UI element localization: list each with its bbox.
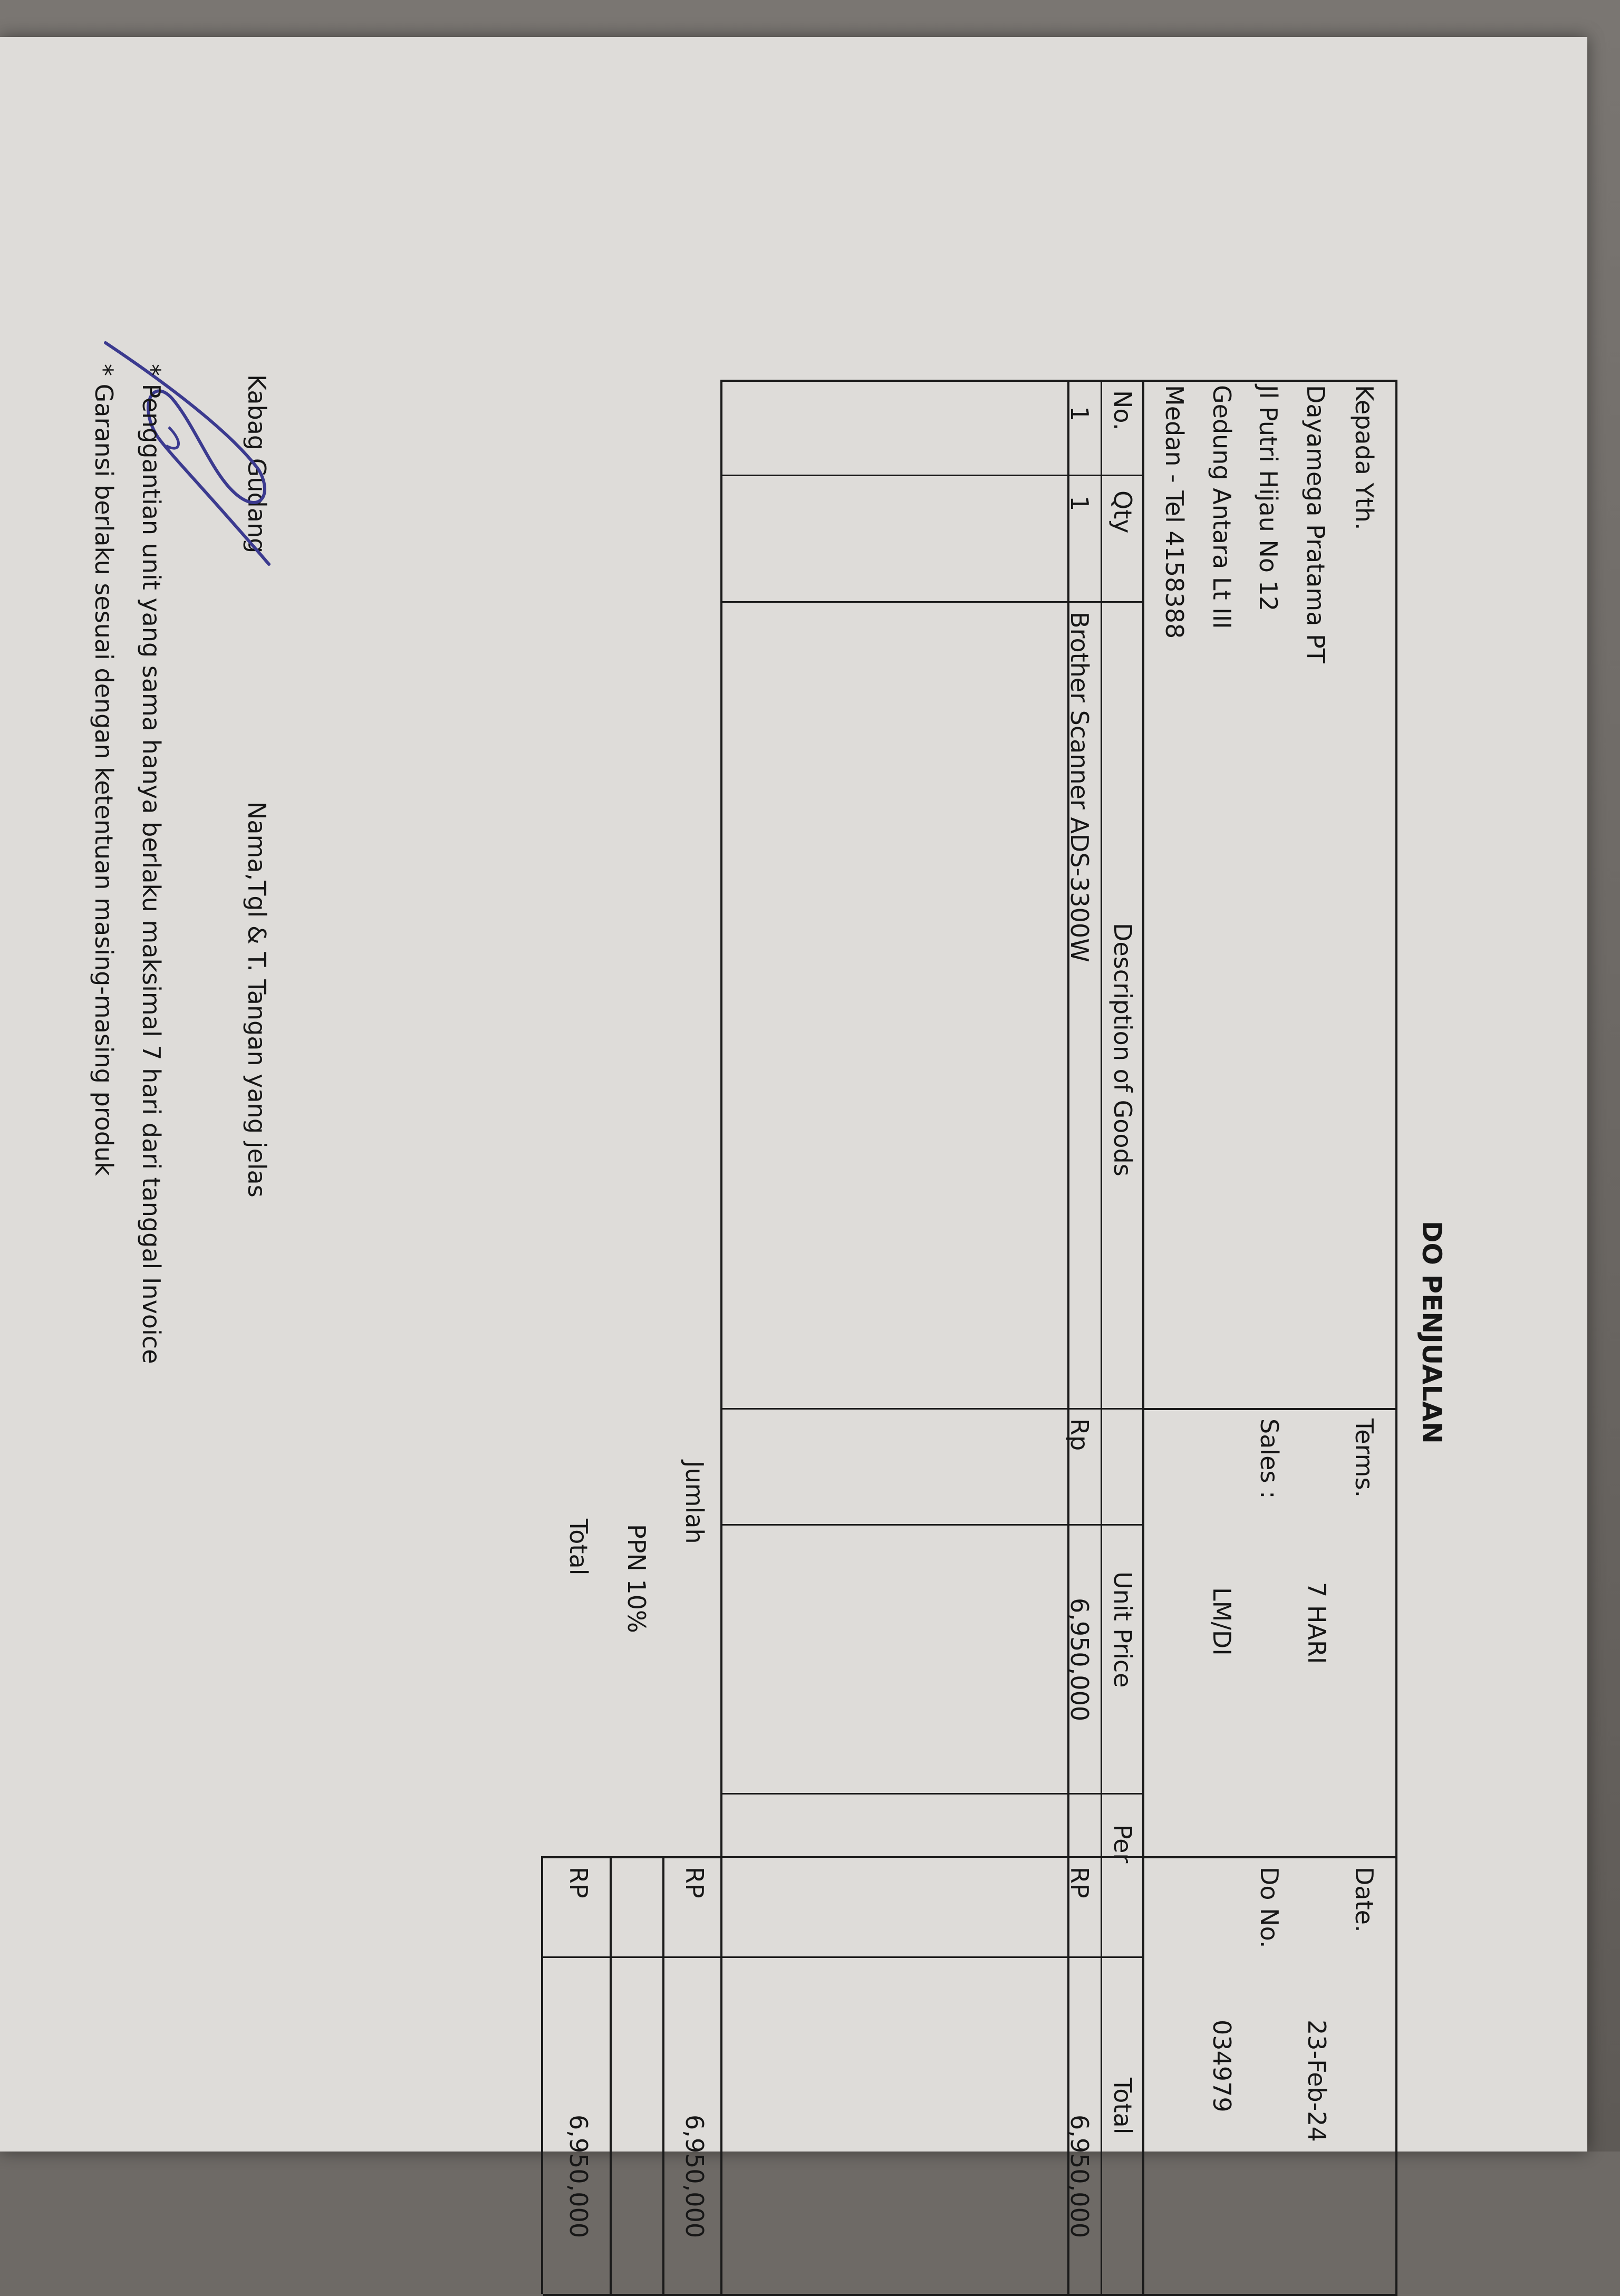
- ppn-label: PPN 10%: [622, 1524, 651, 1633]
- frame-right-line: [543, 2294, 1397, 2296]
- sales-value: LM/DI: [1208, 1587, 1236, 1656]
- signature-instruction: Nama,Tgl & T. Tangan yang jelas: [243, 802, 271, 1198]
- summary-line-1: [662, 1856, 664, 2294]
- item-qty: 1: [1065, 496, 1094, 512]
- paper-sheet: [0, 37, 1587, 2239]
- recipient-city-phone: Medan - Tel 4158388: [1160, 385, 1189, 639]
- sales-label: Sales :: [1255, 1419, 1284, 1499]
- total-value: 6,950,000: [564, 2115, 593, 2239]
- date-label: Date.: [1350, 1867, 1378, 1933]
- date-value: 23-Feb-24: [1303, 2020, 1331, 2142]
- header-top-line: [1142, 380, 1144, 2294]
- header-per: Per: [1108, 1825, 1137, 1864]
- jumlah-value: 6,950,000: [680, 2115, 709, 2239]
- frame-top-line: [1395, 380, 1397, 2294]
- do-number-value: 034979: [1208, 2020, 1236, 2112]
- table-bottom-line: [720, 380, 722, 2294]
- jumlah-currency: RP: [680, 1867, 709, 1898]
- frame-left-line: [722, 380, 1397, 382]
- jumlah-label: Jumlah: [680, 1461, 709, 1544]
- header-unit-price: Unit Price: [1108, 1571, 1137, 1688]
- summary-line-2: [610, 1856, 612, 2294]
- item-currency: Rp: [1065, 1419, 1094, 1451]
- delivery-order-document: [0, 195, 1466, 2294]
- header-qty: Qty: [1108, 490, 1137, 534]
- note-2: * Garansi berlaku sesuai dengan ketentuan masing-masing produk: [90, 364, 118, 1176]
- item-total-currency: RP: [1065, 1867, 1094, 1898]
- summary-left-line: [543, 1856, 722, 1858]
- recipient-address-1: Jl Putri Hijau No 12: [1254, 385, 1282, 612]
- summary-bottom-line: [541, 1856, 543, 2294]
- col-line-qty: [722, 601, 1144, 603]
- recipient-label: Kepada Yth.: [1350, 385, 1378, 530]
- header-bottom-line: [1101, 380, 1102, 2294]
- header-no: No.: [1108, 390, 1137, 431]
- item-total: 6,950,000: [1065, 2115, 1094, 2239]
- recipient-name: Dayamega Pratama PT: [1301, 385, 1330, 663]
- terms-divider-line: [1144, 1408, 1397, 1410]
- terms-label: Terms.: [1350, 1419, 1378, 1498]
- item-no: 1: [1065, 406, 1094, 422]
- item-unit-price: 6,950,000: [1065, 1598, 1094, 1722]
- item-description: Brother Scanner ADS-3300W: [1065, 612, 1094, 962]
- header-total: Total: [1108, 2078, 1137, 2135]
- total-label: Total: [564, 1519, 593, 1576]
- col-line-rp: [722, 1524, 1144, 1526]
- recipient-address-2: Gedung Antara Lt III: [1208, 385, 1236, 629]
- col-line-total-rp: [543, 1956, 1144, 1958]
- date-divider-line: [1144, 1856, 1397, 1858]
- header-description: Description of Goods: [1108, 923, 1137, 1176]
- col-line-desc: [722, 1408, 1144, 1410]
- note-1: * Penggantian unit yang sama hanya berlaku maksimal 7 hari dari tanggal Invoice: [137, 364, 166, 1364]
- terms-value: 7 HARI: [1303, 1582, 1331, 1664]
- col-line-price: [722, 1793, 1144, 1795]
- total-currency: RP: [564, 1867, 593, 1898]
- col-line-no: [722, 475, 1144, 476]
- signature-role: Kabag Gudang: [243, 374, 271, 554]
- document-title: DO PENJUALAN: [1416, 1221, 1447, 1444]
- do-number-label: Do No.: [1255, 1867, 1284, 1948]
